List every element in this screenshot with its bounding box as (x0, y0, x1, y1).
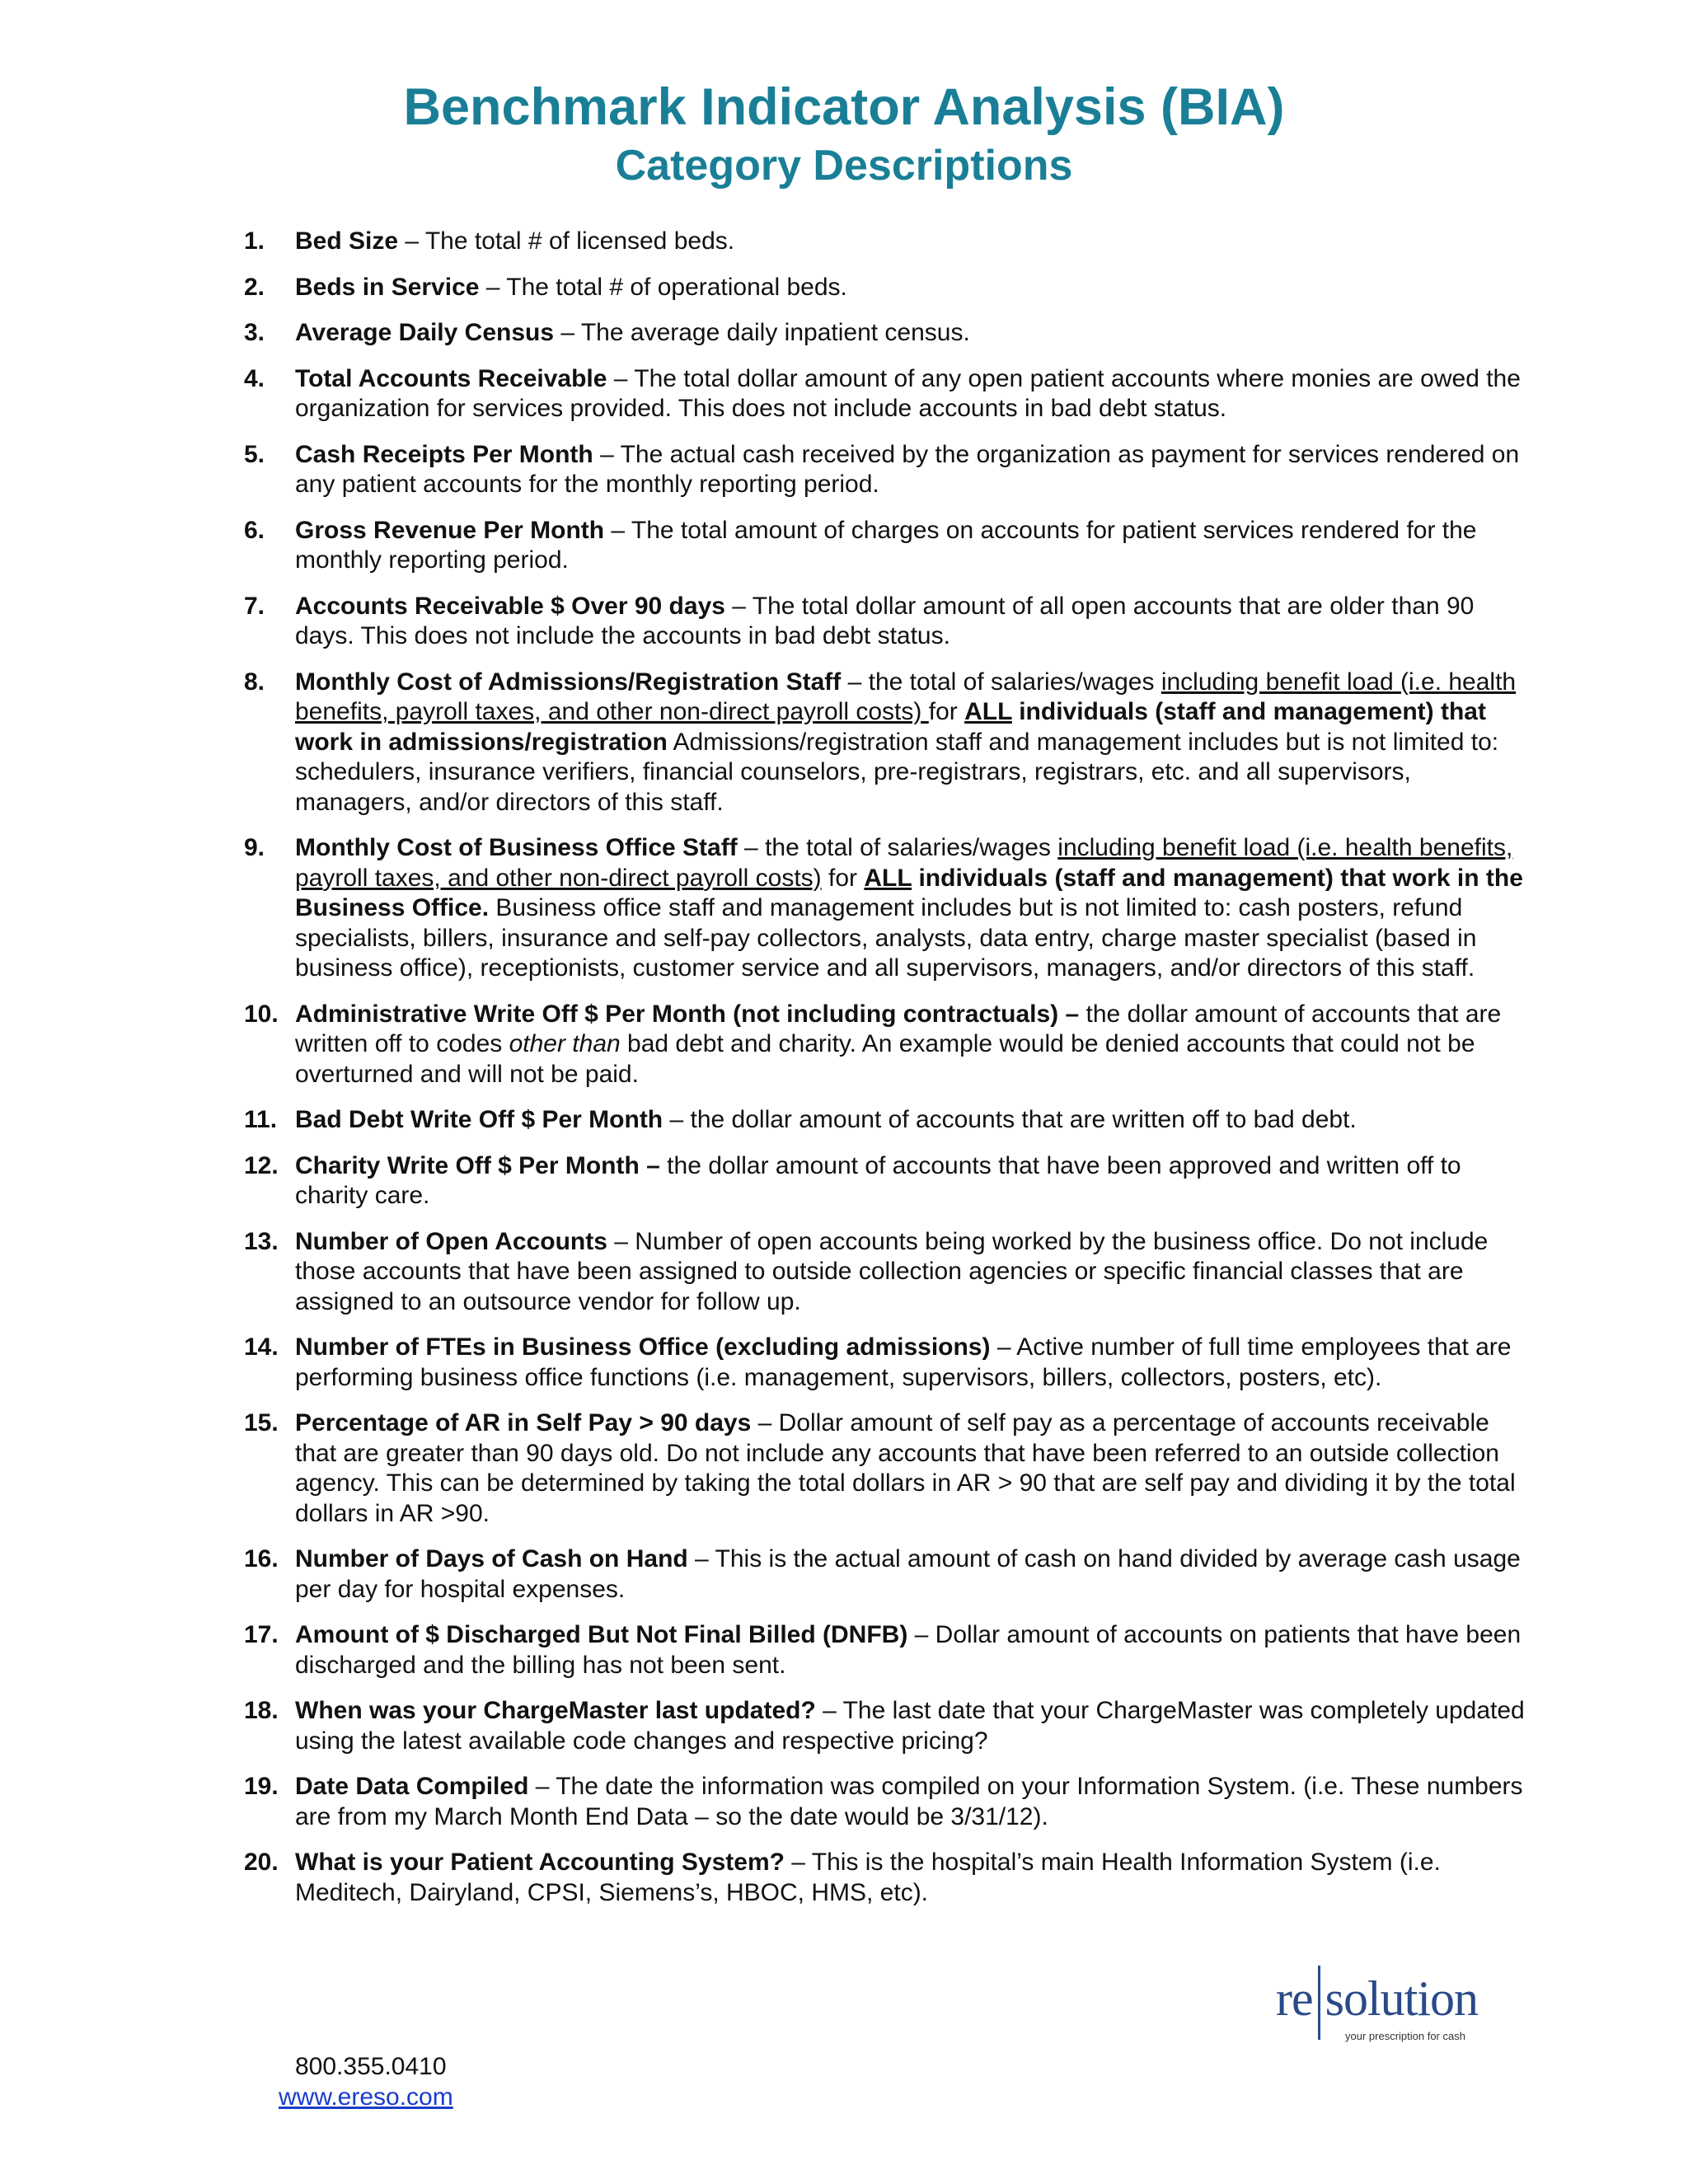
list-item (244, 1544, 1530, 1605)
item-number: 10. (244, 1000, 279, 1028)
document-title: Benchmark Indicator Analysis (BIA) (403, 78, 1285, 136)
item-number: 15. (244, 1409, 279, 1436)
item-description-underlined: including benefit load (i.e. health benefits, payroll taxes, and other non-direct payroll costs) (295, 834, 1513, 892)
list-item (244, 1408, 1530, 1529)
list-item (244, 516, 1530, 576)
item-description: Business office staff and management includes but is not limited to: cash posters, refund specialists, billers, insurance and self-pay collectors, analysts, data entry, charge master specialist (based in business office), receptionists, customer service and all supervisors, managers, and/or directors of this staff. (295, 894, 1477, 982)
item-number: 14. (244, 1333, 279, 1361)
item-description: the dollar amount of accounts that are written off to codes (295, 1000, 1502, 1057)
item-description: bad debt and charity. An example would be denied accounts that could not be overturned and will not be paid. (295, 1030, 1475, 1088)
list-item (244, 440, 1530, 500)
list-item (244, 1333, 1530, 1393)
item-term: Date Data Compiled (295, 1773, 529, 1800)
list-item (244, 1227, 1530, 1318)
list-item (244, 1105, 1530, 1136)
item-term: Charity Write Off $ Per Month – (295, 1151, 660, 1179)
item-number: 6. (244, 516, 265, 544)
item-term: Bad Debt Write Off $ Per Month (295, 1106, 663, 1133)
item-description: – the total of salaries/wages (737, 834, 1058, 861)
item-number: 20. (244, 1849, 279, 1876)
item-description: – Number of open accounts being worked by the business office. Do not include those accounts that have been assigned to outside collection agencies or specific financial classes that are assigned to an outsource vendor for follow up. (295, 1227, 1489, 1315)
item-description: – The average daily inpatient census. (554, 319, 970, 346)
item-number: 13. (244, 1227, 279, 1255)
item-emphasis: ALL (964, 698, 1012, 725)
item-description: for (821, 864, 865, 892)
item-number: 9. (244, 834, 265, 861)
item-number: 5. (244, 440, 265, 468)
item-term: Number of FTEs in Business Office (excluding admissions) (295, 1333, 991, 1361)
list-item (244, 668, 1530, 818)
item-term: Bed Size (295, 227, 399, 255)
item-number: 18. (244, 1697, 279, 1724)
logo-text-right: solution (1325, 1971, 1478, 2026)
item-term: Amount of $ Discharged But Not Final Billed (DNFB) (295, 1621, 908, 1648)
item-term: Gross Revenue Per Month (295, 516, 605, 544)
item-description: – Active number of full time employees that are performing business office functions (i.e. management, supervisors, billers, collectors, posters, etc). (295, 1333, 1512, 1391)
item-description: – The total dollar amount of any open patient accounts where monies are owed the organization for services provided. This does not include accounts in bad debt status. (295, 364, 1521, 422)
item-description: – The total dollar amount of all open accounts that are older than 90 days. This does not include the accounts in bad debt status. (295, 592, 1475, 649)
item-description: – The total # of operational beds. (479, 273, 847, 301)
item-description: for (928, 698, 965, 725)
item-number: 1. (244, 227, 265, 255)
item-term: When was your ChargeMaster last updated? (295, 1697, 816, 1724)
list-item (244, 1772, 1530, 1832)
item-description: – The last date that your ChargeMaster was completely updated using the latest available code changes and respective pricing? (295, 1697, 1525, 1755)
list-item (244, 318, 1530, 349)
list-item (244, 1848, 1530, 1908)
item-number: 7. (244, 592, 265, 620)
item-number: 11. (244, 1106, 278, 1133)
item-term: Accounts Receivable $ Over 90 days (295, 592, 725, 620)
item-description: Admissions/registration staff and management includes but is not limited to: schedulers, insurance verifiers, financial counselors, pre-registrars, registrars, etc. and all supervisors, managers, and/or directors of this staff. (295, 728, 1499, 816)
item-description: – The date the information was compiled on your Information System. (i.e. These numbers are from my March Month End Data – so the date would be 3/31/12). (295, 1773, 1523, 1830)
list-item (244, 1620, 1530, 1680)
item-description: – the dollar amount of accounts that are written off to bad debt. (663, 1106, 1357, 1133)
item-description-bold: individuals (staff and management) that work in the Business Office. (295, 864, 1523, 921)
item-term: Percentage of AR in Self Pay > 90 days (295, 1409, 752, 1436)
item-term: Number of Open Accounts (295, 1227, 607, 1255)
item-description: – Dollar amount of self pay as a percentage of accounts receivable that are greater than 90 days old. Do not include any accounts that have been referred to an outside collection agency. This can be determined by taking the total dollars in AR > 90 that are self pay and dividing it by the total dollars in AR >90. (295, 1409, 1516, 1527)
item-number: 19. (244, 1773, 279, 1800)
item-description: – The actual cash received by the organization as payment for services rendered on any patient accounts for the monthly reporting period. (295, 440, 1520, 498)
item-term: Monthly Cost of Business Office Staff (295, 834, 738, 861)
logo-wordmark (1276, 1966, 1478, 2040)
item-term: Monthly Cost of Admissions/Registration Staff (295, 668, 842, 696)
item-description-bold: individuals (staff and management) that work in admissions/registration (295, 698, 1486, 756)
item-term: Number of Days of Cash on Hand (295, 1545, 688, 1572)
item-term: Total Accounts Receivable (295, 364, 607, 392)
item-term: What is your Patient Accounting System? (295, 1849, 785, 1876)
list-item (244, 364, 1530, 424)
document-header (0, 76, 1688, 193)
item-description: the dollar amount of accounts that have been approved and written off to charity care. (295, 1151, 1461, 1209)
item-description-underlined: including benefit load (i.e. health benefits, payroll taxes, and other non-direct payroll costs) (295, 668, 1517, 725)
list-item (244, 592, 1530, 652)
item-description: – This is the actual amount of cash on hand divided by average cash usage per day for hospital expenses. (295, 1545, 1521, 1603)
item-number: 12. (244, 1151, 279, 1179)
item-description: – Dollar amount of accounts on patients that have been discharged and the billing has not been sent. (295, 1621, 1522, 1679)
item-term: Average Daily Census (295, 319, 555, 346)
category-list (244, 227, 1530, 1924)
list-item (244, 227, 1530, 257)
item-number: 8. (244, 668, 265, 696)
item-number: 16. (244, 1545, 279, 1572)
item-term: Cash Receipts Per Month (295, 440, 593, 468)
logo-tagline: your prescription for cash (1345, 2030, 1465, 2042)
item-emphasis: ALL (864, 864, 912, 892)
footer-phone: 800.355.0410 (295, 2053, 447, 2080)
document-subtitle: Category Descriptions (615, 142, 1073, 190)
item-number: 2. (244, 273, 265, 301)
item-number: 17. (244, 1621, 279, 1648)
item-description: – the total of salaries/wages (841, 668, 1161, 696)
item-description: – The total # of licensed beds. (398, 227, 735, 255)
list-item (244, 1000, 1530, 1090)
list-item (244, 833, 1530, 984)
company-logo (1276, 1966, 1490, 2056)
logo-divider (1318, 1966, 1320, 2040)
item-number: 3. (244, 319, 265, 346)
item-term: Beds in Service (295, 273, 480, 301)
footer-website-link[interactable]: www.ereso.com (279, 2083, 453, 2111)
logo-text-left: re (1276, 1971, 1313, 2026)
item-number: 4. (244, 364, 265, 392)
item-description: – This is the hospital’s main Health Information System (i.e. Meditech, Dairyland, CPSI, Siemens’s, HBOC, HMS, etc). (295, 1849, 1441, 1906)
item-term: Administrative Write Off $ Per Month (not including contractuals) – (295, 1000, 1080, 1028)
item-description-italic: other than (509, 1030, 621, 1057)
item-description: – The total amount of charges on accounts for patient services rendered for the monthly reporting period. (295, 516, 1477, 574)
list-item (244, 273, 1530, 303)
list-item (244, 1696, 1530, 1756)
list-item (244, 1151, 1530, 1212)
